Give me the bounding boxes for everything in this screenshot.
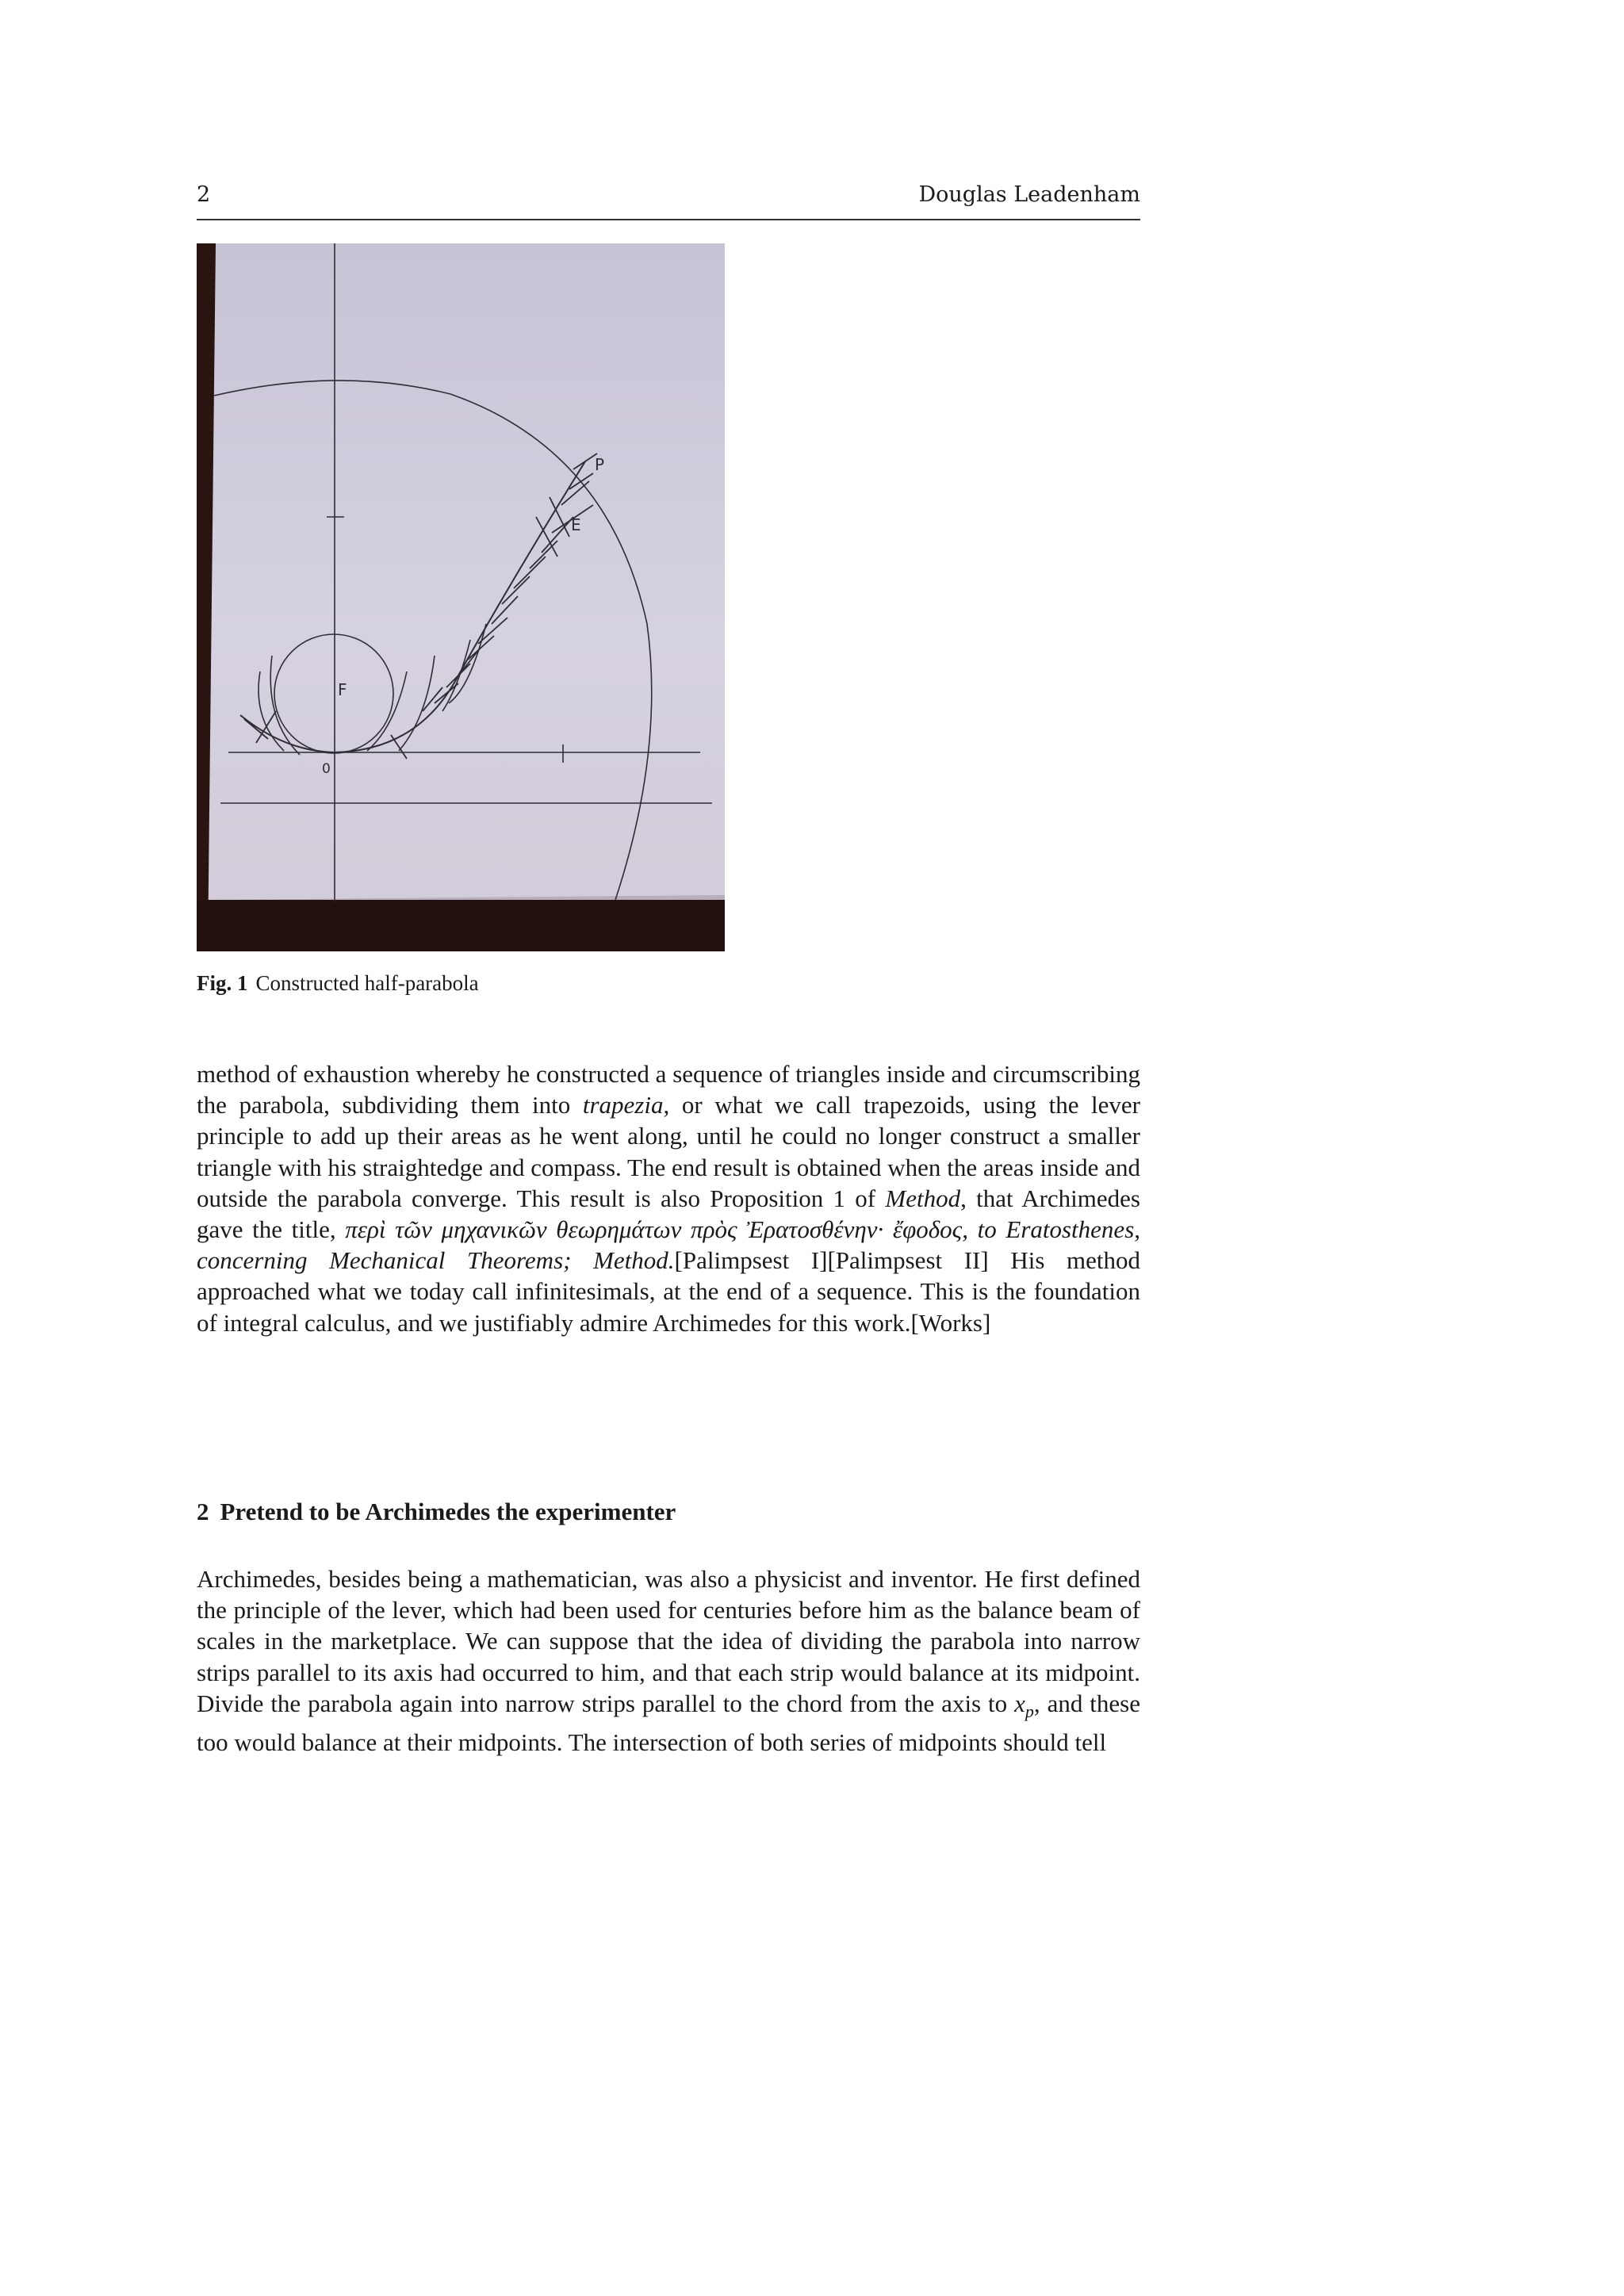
- section-title: Pretend to be Archimedes the experimenter: [220, 1498, 676, 1525]
- math-variable: x: [1014, 1689, 1025, 1717]
- dark-background: [197, 900, 725, 951]
- paragraph-text: [Palimpsest I][Palimpsest II] His method approached what we today call infinitesimals, at the end of a sequence. This is the foundation of integral calculus, and we justifiably admire Archimedes for this work.[Works]: [197, 1246, 1140, 1337]
- figure-photo: [197, 243, 725, 951]
- paragraph-text: , and these too would balance at their midpoints. The intersection of both series of midpoints should tell: [197, 1689, 1140, 1757]
- figure-half-parabola: [197, 243, 725, 951]
- paragraph-text: Archimedes, besides being a mathematician, was also a physicist and inventor. He first defined the principle of the lever, which had been used for centuries before him as the balance beam of scales in the marketplace. We can suppose that the idea of dividing the parabola into narrow strips parallel to its axis had occurred to him, and that each strip would balance at its midpoint. Divide the parabola again into narrow strips parallel to the chord from the axis to: [197, 1565, 1140, 1717]
- section-heading: [197, 1496, 687, 1528]
- label-e: E: [571, 515, 581, 534]
- page-header: [197, 179, 1140, 220]
- paragraph-italic: Method: [885, 1184, 961, 1212]
- figure-caption: [197, 969, 479, 997]
- section-number: 2: [197, 1498, 209, 1525]
- running-head: Douglas Leadenham: [918, 182, 1140, 207]
- paragraph-text: method of exhaustion whereby he constructed a sequence of triangles inside and circumscribing the parabola, subdividing them into: [197, 1060, 1140, 1119]
- math-subscript: p: [1025, 1701, 1034, 1721]
- label-f: F: [338, 680, 347, 699]
- figure-caption-text: Constructed half-parabola: [255, 971, 479, 995]
- paper-sheet: [206, 243, 725, 951]
- label-p: P: [595, 455, 605, 474]
- body-paragraph-2: [197, 1563, 1140, 1758]
- figure-caption-label: Fig. 1: [197, 971, 248, 995]
- label-o: 0: [322, 761, 331, 777]
- body-paragraph-1: [197, 1058, 1140, 1338]
- page-number: 2: [197, 182, 211, 207]
- paragraph-italic: trapezia: [582, 1091, 664, 1119]
- paragraph-text: , or what we call trapezoids, using the lever principle to add up their areas as he went along, until he could no longer construct a smaller triangle with his straightedge and compass. The end result is obtained when the areas inside and outside the parabola converge. This result is also Proposition 1 of: [197, 1091, 1140, 1212]
- greek-title-italic: περὶ τῶν μηχανικῶν θεωρημάτων πρὸς Ἐρατοσθένην· ἔφοδος, to Eratosthenes, concerning Mechanical Theorems; Method.: [197, 1215, 1141, 1275]
- paragraph-text: , that Archimedes gave the title,: [197, 1184, 1140, 1244]
